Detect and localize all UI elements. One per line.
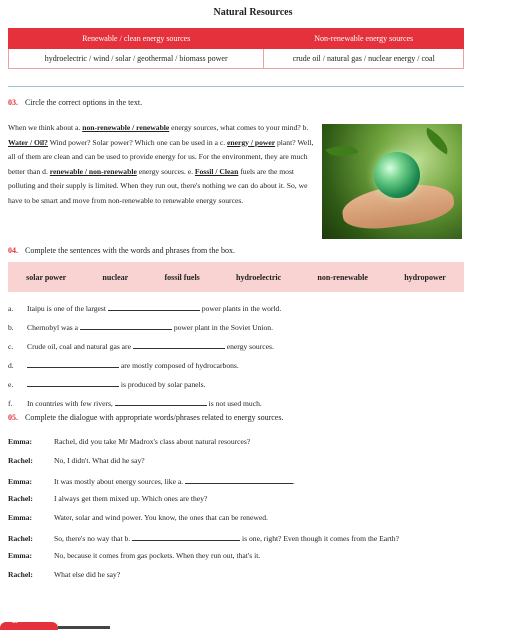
paragraph-text: plant? Well, all of them are clean and can be used to provide energy for us. For the environment, they are much better than d. (8, 137, 314, 176)
item-letter: d. (8, 361, 14, 370)
q3-number: 03. (8, 98, 18, 107)
globe-in-hands-photo (322, 124, 462, 239)
speaker-name: Emma: (8, 551, 33, 560)
circle-option[interactable]: renewable / non-renewable (49, 166, 137, 176)
sentence-start: Crude oil, coal and natural gas are (27, 342, 133, 351)
q3-heading (8, 98, 142, 107)
item-letter: b. (8, 323, 14, 332)
dialogue-line (8, 475, 295, 486)
speaker-name: Rachel: (8, 534, 33, 543)
word-box-item: hydroelectric (236, 272, 282, 282)
sentence-end: is produced by solar panels. (119, 380, 206, 389)
page-number-pill (0, 622, 58, 630)
sentence-item (8, 302, 281, 313)
item-letter: f. (8, 399, 13, 408)
page-number-tab (0, 616, 110, 628)
sentence-end: energy sources. (224, 342, 274, 351)
dialogue-line (8, 494, 207, 503)
q3-instruction: Circle the correct options in the text. (25, 98, 143, 107)
word-box-item: non-renewable (317, 272, 368, 282)
sentence-start: Chernobyl was a (27, 323, 80, 332)
paragraph-text: fuels are the most polluting and their supply is limited. When they run out, there's nothing we can do about it. So, we have to be smart and move from non-renewable to renewable energy sources. (8, 166, 308, 205)
circle-option[interactable]: Fossil / Clean (194, 166, 239, 176)
section-divider (8, 86, 464, 87)
q4-instruction: Complete the sentences with the words and phrases from the box. (25, 246, 235, 255)
dialogue-text: Rachel, did you take Mr Madrox's class about natural resources? (54, 437, 251, 446)
sentence-end: power plant in the Soviet Union. (171, 323, 273, 332)
dialogue-line (8, 570, 120, 579)
dialogue-line (8, 551, 260, 560)
page-number: 60 (12, 619, 18, 625)
answer-blank[interactable] (132, 532, 240, 541)
dialogue-text: No, because it comes from gas pockets. When they run out, that's it. (54, 551, 261, 560)
word-box-item: hydropower (404, 272, 446, 282)
q5-heading (8, 413, 283, 422)
item-letter: c. (8, 342, 14, 351)
sentence-end: power plants in the world. (199, 304, 282, 313)
table-cell-non-renewable: crude oil / natural gas / nuclear energy / coal (264, 49, 464, 69)
dialogue-text: What else did he say? (54, 570, 121, 579)
photo-credit (466, 130, 474, 230)
dialogue-text: I always get them mixed up. Which ones are they? (54, 494, 208, 503)
dialogue-text: No, I didn't. What did he say? (54, 456, 145, 465)
speaker-name: Emma: (8, 437, 33, 446)
circle-option[interactable]: Water / Oil? (8, 137, 48, 147)
q4-number: 04. (8, 246, 18, 255)
dialogue-text-end: . (293, 477, 295, 486)
speaker-name: Emma: (8, 477, 33, 486)
dialogue-text: Water, solar and wind power. You know, the ones that can be renewed. (54, 513, 268, 522)
word-box-item: fossil fuels (164, 272, 200, 282)
sentence-start: In countries with few rivers, (27, 399, 115, 408)
word-box-item: nuclear (102, 272, 129, 282)
answer-blank[interactable] (133, 340, 225, 349)
dialogue-text-end: is one, right? Even though it comes from the Earth? (240, 534, 399, 543)
sentence-item (8, 321, 273, 332)
word-box-item: solar power (26, 272, 67, 282)
speaker-name: Rachel: (8, 570, 33, 579)
dialogue-line (8, 513, 268, 522)
speaker-name: Rachel: (8, 456, 33, 465)
paragraph-text: energy sources. e. (136, 166, 195, 176)
answer-blank[interactable] (115, 397, 207, 406)
dialogue-line (8, 532, 399, 543)
item-letter: e. (8, 380, 14, 389)
speaker-name: Rachel: (8, 494, 33, 503)
item-letter: a. (8, 304, 14, 313)
sentence-item (8, 397, 262, 408)
paragraph-text: Wind power? Solar power? Which one can be used in a c. (47, 137, 228, 147)
circle-option[interactable]: non-renewable / renewable (82, 123, 170, 132)
q3-paragraph (8, 121, 320, 209)
dialogue-line (8, 456, 145, 465)
q4-heading (8, 246, 235, 255)
energy-sources-table (8, 28, 464, 69)
leaf-shape (421, 127, 454, 154)
answer-blank[interactable] (108, 302, 200, 311)
word-box (8, 262, 464, 292)
speaker-name: Emma: (8, 513, 33, 522)
table-cell-renewable: hydroelectric / wind / solar / geothermal / biomass power (9, 49, 264, 69)
dialogue-text: So, there's no way that b. (54, 534, 133, 543)
q5-instruction: Complete the dialogue with appropriate words/phrases related to energy sources. (25, 413, 284, 422)
sentence-end: are mostly composed of hydrocarbons. (119, 361, 239, 370)
dialogue-text: It was mostly about energy sources, like a. (54, 477, 186, 486)
page-title: Natural Resources (213, 7, 293, 18)
sentence-item (8, 359, 239, 370)
answer-blank[interactable] (185, 475, 293, 484)
answer-blank[interactable] (27, 359, 119, 368)
answer-blank[interactable] (27, 378, 119, 387)
answer-blank[interactable] (80, 321, 172, 330)
table-header-non-renewable: Non-renewable energy sources (264, 29, 464, 49)
sentence-start: Itaipu is one of the largest (27, 304, 108, 313)
paragraph-text: When we think about a. (8, 123, 83, 132)
sentence-end: is not used much. (206, 399, 262, 408)
sentence-item (8, 378, 205, 389)
dialogue-line (8, 437, 250, 446)
q5-number: 05. (8, 413, 18, 422)
globe-icon (374, 152, 420, 198)
sentence-item (8, 340, 274, 351)
table-header-renewable: Renewable / clean energy sources (9, 29, 264, 49)
paragraph-text: energy sources, what comes to your mind? b. (169, 123, 309, 132)
circle-option[interactable]: energy / power (227, 137, 276, 147)
leaf-shape (326, 139, 359, 162)
